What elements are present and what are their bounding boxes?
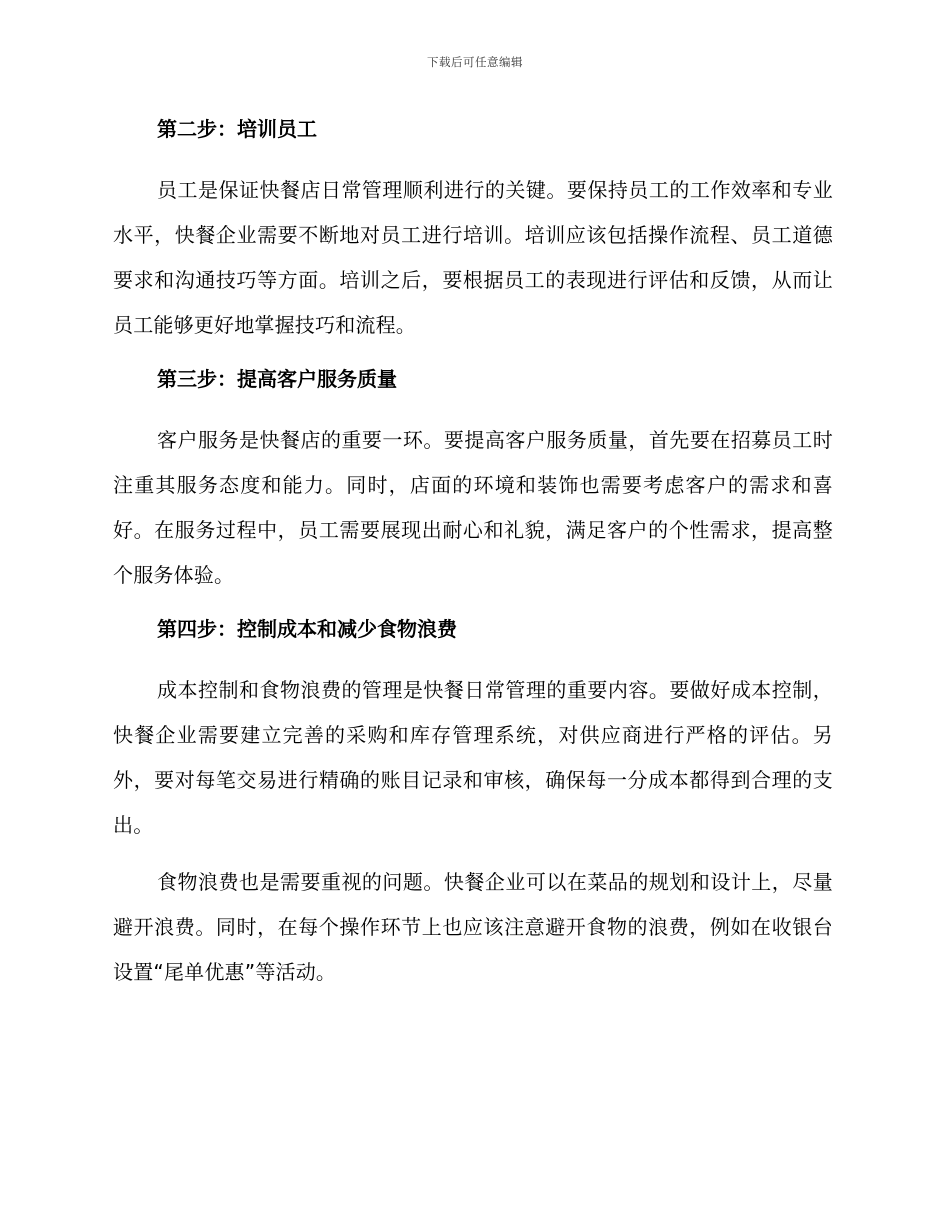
page-header: 下载后可任意编辑 [427, 55, 523, 69]
paragraph: 食物浪费也是需要重视的问题。快餐企业可以在菜品的规划和设计上，尽量避开浪费。同时，在每个操作环节上也应该注意避开食物的浪费，例如在收银台设置“尾单优惠”等活动。 [113, 870, 833, 984]
paragraph: 成本控制和食物浪费的管理是快餐日常管理的重要内容。要做好成本控制，快餐企业需要建立完善的采购和库存管理系统，对供应商进行严格的评估。另外，要对每笔交易进行精确的账目记录和审核，确保每一分成本都得到合理的支出。 [113, 678, 833, 837]
paragraph: 员工是保证快餐店日常管理顺利进行的关键。要保持员工的工作效率和专业水平，快餐企业需要不断地对员工进行培训。培训应该包括操作流程、员工道德要求和沟通技巧等方面。培训之后，要根据员工的表现进行评估和反馈，从而让员工能够更好地掌握技巧和流程。 [113, 178, 833, 337]
document-body [113, 110, 833, 995]
section-heading: 第三步：提高客户服务质量 [157, 367, 397, 391]
paragraph: 客户服务是快餐店的重要一环。要提高客户服务质量，首先要在招募员工时注重其服务态度和能力。同时，店面的环境和装饰也需要考虑客户的需求和喜好。在服务过程中，员工需要展现出耐心和礼貌，满足客户的个性需求，提高整个服务体验。 [113, 428, 833, 587]
section-heading: 第二步：培训员工 [157, 117, 317, 141]
section-heading: 第四步：控制成本和减少食物浪费 [157, 617, 457, 641]
